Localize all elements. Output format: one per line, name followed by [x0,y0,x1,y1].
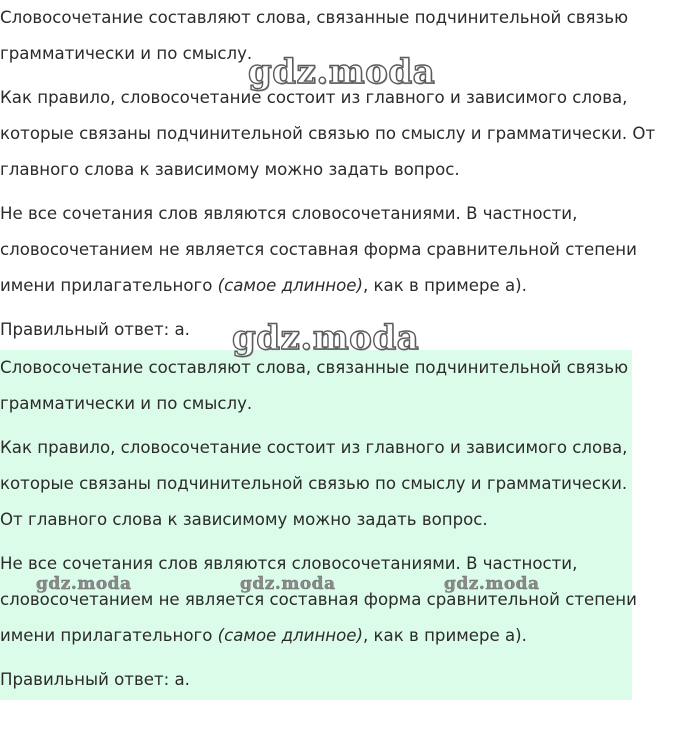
paragraph-rule [0,430,632,538]
text-segment: имени прилагательного [0,276,218,295]
paragraph-rule [0,80,656,188]
text-line: грамматически и по смыслу. [0,44,253,63]
text-line: словосочетанием не является составная форма сравнительной степени [0,240,637,259]
paragraph-definition [0,0,640,72]
text-line: От главного слова к зависимому можно задать вопрос. [0,510,488,529]
text-line: Словосочетание составляют слова, связанные подчинительной связью [0,358,629,377]
text-line: Словосочетание составляют слова, связанные подчинительной связью [0,8,629,27]
text-segment: , как в примере а). [362,276,527,295]
text-line [0,268,640,304]
text-line: грамматически и по смыслу. [0,394,253,413]
text-line: Как правило, словосочетание состоит из главного и зависимого слова, [0,88,628,107]
text-line: Как правило, словосочетание состоит из главного и зависимого слова, [0,438,628,457]
text-line: главного слова к зависимому можно задать вопрос. [0,160,460,179]
text-line: Правильный ответ: а. [0,320,190,339]
correct-answer [0,312,640,348]
watermark-logo: gdz.moda [248,52,436,92]
watermark-logo: gdz.moda [444,574,540,594]
paragraph-definition [0,350,632,422]
correct-answer [0,662,632,698]
text-line: которые связаны подчинительной связью по смыслу и грамматически. От [0,124,656,143]
example-phrase: (самое длинное) [217,626,363,645]
text-line: словосочетанием не является составная форма сравнительной степени [0,590,637,609]
answer-block-plain [0,0,656,348]
watermark-logo: gdz.moda [240,574,336,594]
text-line: Не все сочетания слов являются словосочетаниями. В частности, [0,554,578,573]
text-line [0,618,632,654]
watermark-logo: gdz.moda [36,574,132,594]
text-line: которые связаны подчинительной связью по смыслу и грамматически. [0,474,628,493]
text-segment: имени прилагательного [0,626,218,645]
text-line: Правильный ответ: а. [0,670,190,689]
text-line: Не все сочетания слов являются словосочетаниями. В частности, [0,204,578,223]
example-phrase: (самое длинное) [217,276,363,295]
paragraph-exception [0,196,640,304]
paragraph-exception [0,546,637,654]
answer-block-highlighted [0,350,637,700]
watermark-logo: gdz.moda [232,318,420,358]
text-segment: , как в примере а). [362,626,527,645]
